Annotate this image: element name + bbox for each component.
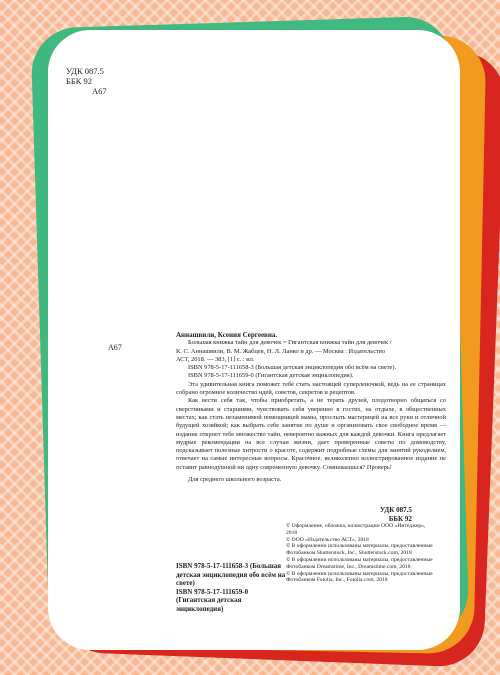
copyright-line: © ООО «Издательство АСТ», 2018 (286, 536, 369, 543)
isbn-line: ISBN 978-5-17-111658-3 (Большая детская энциклопедия обо всём на свете). (188, 364, 397, 372)
copyright-block (286, 523, 434, 584)
age-rating: Для среднего школьного возраста. (188, 476, 282, 484)
title-line: АСТ, 2018. — 383, [1] с. : ил. (176, 355, 255, 363)
title-line: К. С. Аннашвили, В. М. Жабцев, Н. Л. Ланко и др. — Москва : Издательство (176, 347, 386, 355)
isbn-line: ISBN 978-5-17-111659-0 (Гигантская детская энциклопедия). (188, 372, 354, 380)
copyright-line: © В оформлении использованы материалы, предоставленные Фотобанком Dreamstime, Inc., Dreamstime.com, 2018 (286, 556, 433, 570)
copyright-line: © Оформление, обложка, иллюстрации ООО «Интеджер», 2018 (286, 523, 426, 536)
title-line: Большая книжка тайн для девочек = Гигантская книжка тайн для девочек / (188, 339, 392, 347)
isbn-block (176, 562, 288, 613)
author-mark-side: А67 (108, 343, 122, 352)
udk-code: УДК 087.5 (380, 506, 412, 514)
classification-header (66, 66, 104, 86)
author-mark-top: А67 (92, 86, 107, 96)
annotation-paragraph: Эта удивительная книга поможет тебе стать настоящей суперленочкой, ведь на ее страницах собрано огромное количество идей, советов, секретов и рецептов. (176, 380, 446, 397)
author-name: Аннашвили, Ксения Сергеевна. (176, 331, 278, 339)
copyright-line: © В оформлении использованы материалы, предоставленные Фотобанком Fotolia, Inc., Fotolia.com, 2018 (286, 570, 433, 584)
bbk-code: ББК 92 (388, 515, 412, 523)
annotation-paragraph: Как вести себя так, чтобы приобретать, а не терять друзей, плодотворно общаться со сверстниками и старшими, чувствовать себя уверенно в гостях, на отдыхе, в общественных местах; как стать незаменимой помощницей мамы, прослыть мастерицей на все руки и отличной будущей хозяйкой; как выбрать себе занятие по душе и организовать свое свободное время — издание откроет тебе множество тайн, невероятно важных для каждой девочки. Книга предлагает мудрые рекомендации на все случаи жизни, дает проверенные советы по домоводству, подсказывает полезные хитрости о красоте, содержит подробные схемы для занятий рукоделием, отвечает на самые интересные вопросы. Красочное, великолепно иллюстрированное издание не оставит равнодушной ни одну современную девочку. Сомневаешься? Проверь! (176, 397, 446, 471)
copyright-line: © В оформлении использованы материалы, предоставленные Фотобанком Shutterstock, Inc., Shutterstock.com, 2018 (286, 543, 433, 557)
bibliographic-record (176, 331, 446, 484)
isbn-entry: ISBN 978-5-17-111659-0 (Гигантская детская энциклопедия) (176, 587, 249, 613)
udk-code: УДК 087.5 (66, 66, 104, 76)
isbn-entry: ISBN 978-5-17-111658-3 (Большая детская энциклопедия обо всём на свете) (176, 562, 286, 587)
bbk-code: ББК 92 (66, 76, 93, 86)
classification-footer (380, 506, 412, 524)
